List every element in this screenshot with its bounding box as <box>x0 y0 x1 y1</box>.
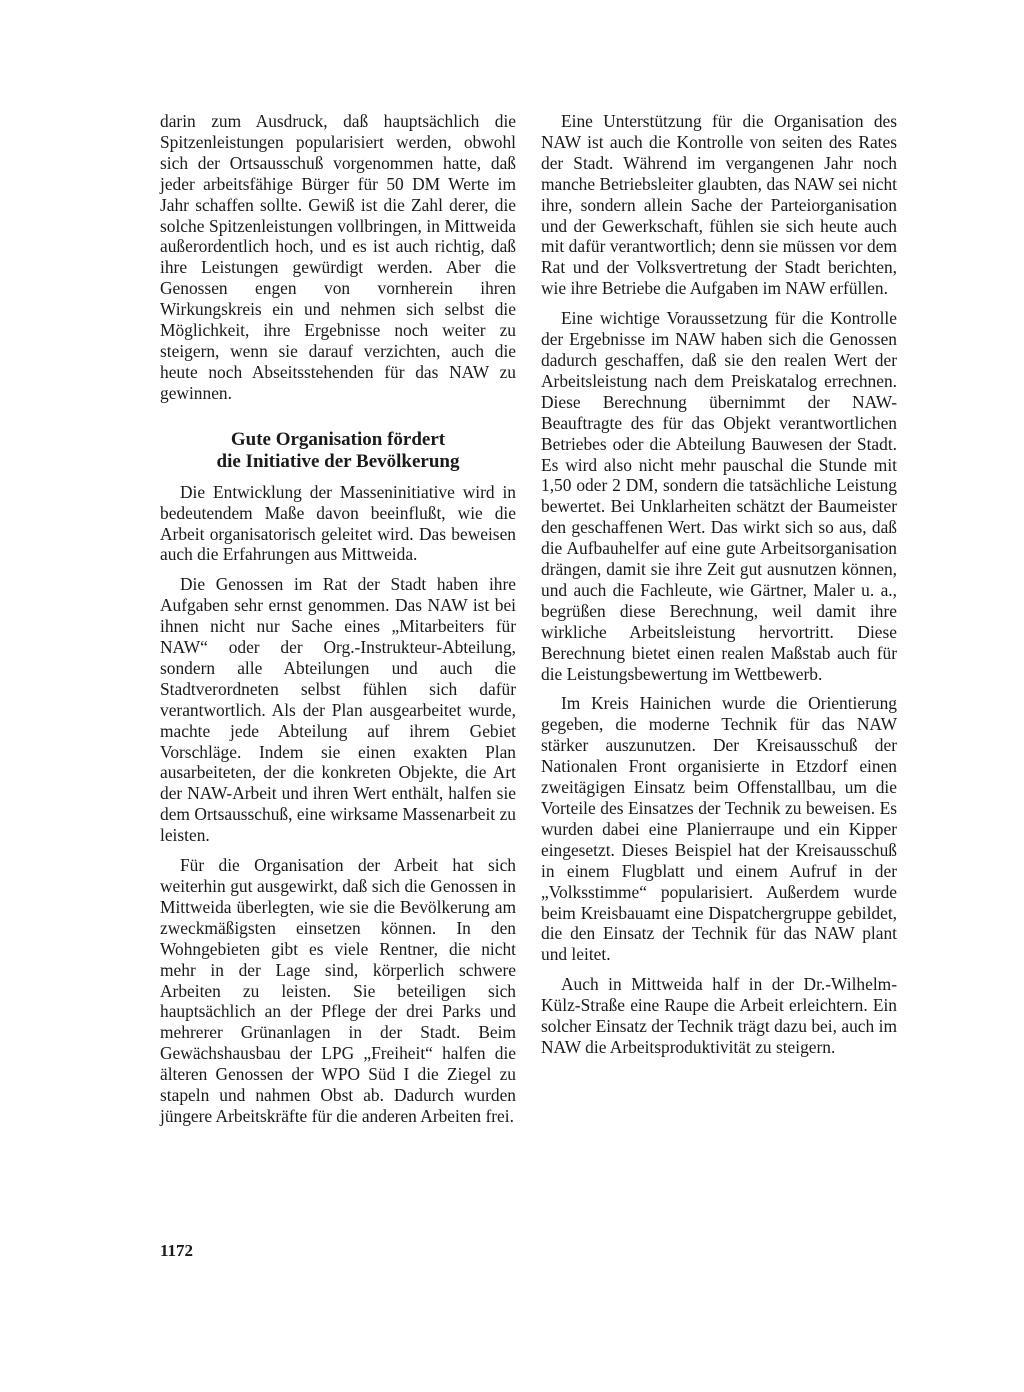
paragraph: Eine wichtige Voraussetzung für die Kontrolle der Ergebnisse im NAW haben sich die Genossen dadurch geschaffen, daß sie den realen Wert der Arbeitsleistung nach dem Preiskatalog errechnen. Diese Berechnung übernimmt der NAW-Beauftragte des für das Objekt verantwortlichen Betriebes oder die Abteilung Bauwesen der Stadt. Es wird also nicht mehr pauschal die Stunde mit 1,50 oder 2 DM, sondern die tatsächliche Leistung bewertet. Bei Unklarheiten schätzt der Baumeister den geschaffenen Wert. Das wirkt sich so aus, daß die Aufbauhelfer auf eine gute Arbeitsorganisation drängen, damit sie ihre Zeit gut ausnutzen können, und auch die Fachleute, wie Gärtner, Maler u. a., begrüßen diese Berechnung, weil damit ihre wirkliche Arbeitsleistung hervortritt. Diese Berechnung bietet einen realen Maßstab auch für die Leistungsbewertung im Wettbewerb. <box>541 308 897 684</box>
paragraph: Im Kreis Hainichen wurde die Orientierung gegeben, die moderne Technik für das NAW stärker auszunutzen. Der Kreisausschuß der Nationalen Front organisierte in Etzdorf einen zweitägigen Einsatz beim Offenstallbau, um die Vorteile des Einsatzes der Technik zu beweisen. Es wurden dabei eine Planierraupe und ein Kipper eingesetzt. Dieses Beispiel hat der Kreisausschuß in einem Flugblatt und einem Aufruf in der „Volksstimme“ popularisiert. Außerdem wurde beim Kreisbauamt eine Dispatchergruppe gebildet, die den Einsatz der Technik für das NAW plant und leitet. <box>541 693 897 965</box>
page-number: 1172 <box>160 1241 194 1260</box>
paragraph: Die Entwicklung der Masseninitiative wird in bedeutendem Maße davon beeinflußt, wie die Arbeit organisatorisch geleitet wird. Das beweisen auch die Erfahrungen aus Mittweida. <box>160 481 516 565</box>
section-heading-line: Gute Organisation fördert <box>230 428 446 450</box>
right-column <box>541 111 897 1067</box>
paragraph: Für die Organisation der Arbeit hat sich weiterhin gut ausgewirkt, daß sich die Genossen in Mittweida überlegten, wie sie die Bevölkerung am zweckmäßigsten einsetzen können. In den Wohngebieten gibt es viele Rentner, die nicht mehr in der Lage sind, körperlich schwere Arbeiten zu leisten. Sie beteiligen sich hauptsächlich an der Pflege der drei Parks und mehrerer Grünanlagen in der Stadt. Beim Gewächshausbau der LPG „Freiheit“ halfen die älteren Genossen der WPO Süd I die Ziegel zu stapeln und nahmen Obst ab. Dadurch wurden jüngere Arbeitskräfte für die anderen Arbeiten frei. <box>160 855 516 1126</box>
paragraph: Eine Unterstützung für die Organisation des NAW ist auch die Kontrolle von seiten des Rates der Stadt. Während im vergangenen Jahr noch manche Betriebsleiter glaubten, das NAW sei nicht ihre, sondern allein Sache der Parteiorganisation und der Gewerkschaft, fühlen sie sich heute auch mit dafür verantwortlich; denn sie müssen vor dem Rat und der Volksvertretung der Stadt berichten, wie ihre Betriebe die Aufgaben im NAW erfüllen. <box>541 111 897 299</box>
left-column <box>160 111 516 1136</box>
section-heading-line: die Initiative der Bevölkerung <box>216 450 460 472</box>
paragraph: Die Genossen im Rat der Stadt haben ihre Aufgaben sehr ernst genommen. Das NAW ist bei ihnen nicht nur Sache eines „Mitarbeiters für NAW“ oder der Org.-Instrukteur-Abteilung, sondern alle Abteilungen und auch die Stadtverordneten selbst fühlen sich dafür verantwortlich. Als der Plan ausgearbeitet wurde, machte jede Abteilung auf ihrem Gebiet Vorschläge. Indem sie einen exakten Plan ausarbeiteten, der die konkreten Objekte, die Art der NAW-Arbeit und ihren Wert enthält, halfen sie dem Ortsausschuß, eine wirksame Massenarbeit zu leisten. <box>160 574 516 846</box>
paragraph: Auch in Mittweida half in der Dr.-Wilhelm-Külz-Straße eine Raupe die Arbeit erleichtern. Ein solcher Einsatz der Technik trägt dazu bei, auch im NAW die Arbeitsproduktivität zu steigern. <box>541 974 897 1057</box>
paragraph: darin zum Ausdruck, daß hauptsächlich die Spitzenleistungen popularisiert werden, obwohl sich der Ortsausschuß vorgenommen hatte, daß jeder arbeitsfähige Bürger für 50 DM Werte im Jahr schaffen sollte. Gewiß ist die Zahl derer, die solche Spitzenleistungen vollbringen, in Mittweida außerordentlich hoch, und es ist auch richtig, daß ihre Leistungen gewürdigt werden. Aber die Genossen engen von vornherein ihren Wirkungskreis ein und nehmen sich selbst die Möglichkeit, ihre Ergebnisse noch weiter zu steigern, wenn sie darauf verzichten, auch die heute noch Abseitsstehenden für das NAW zu gewinnen. <box>160 111 516 403</box>
section-heading <box>160 429 516 473</box>
